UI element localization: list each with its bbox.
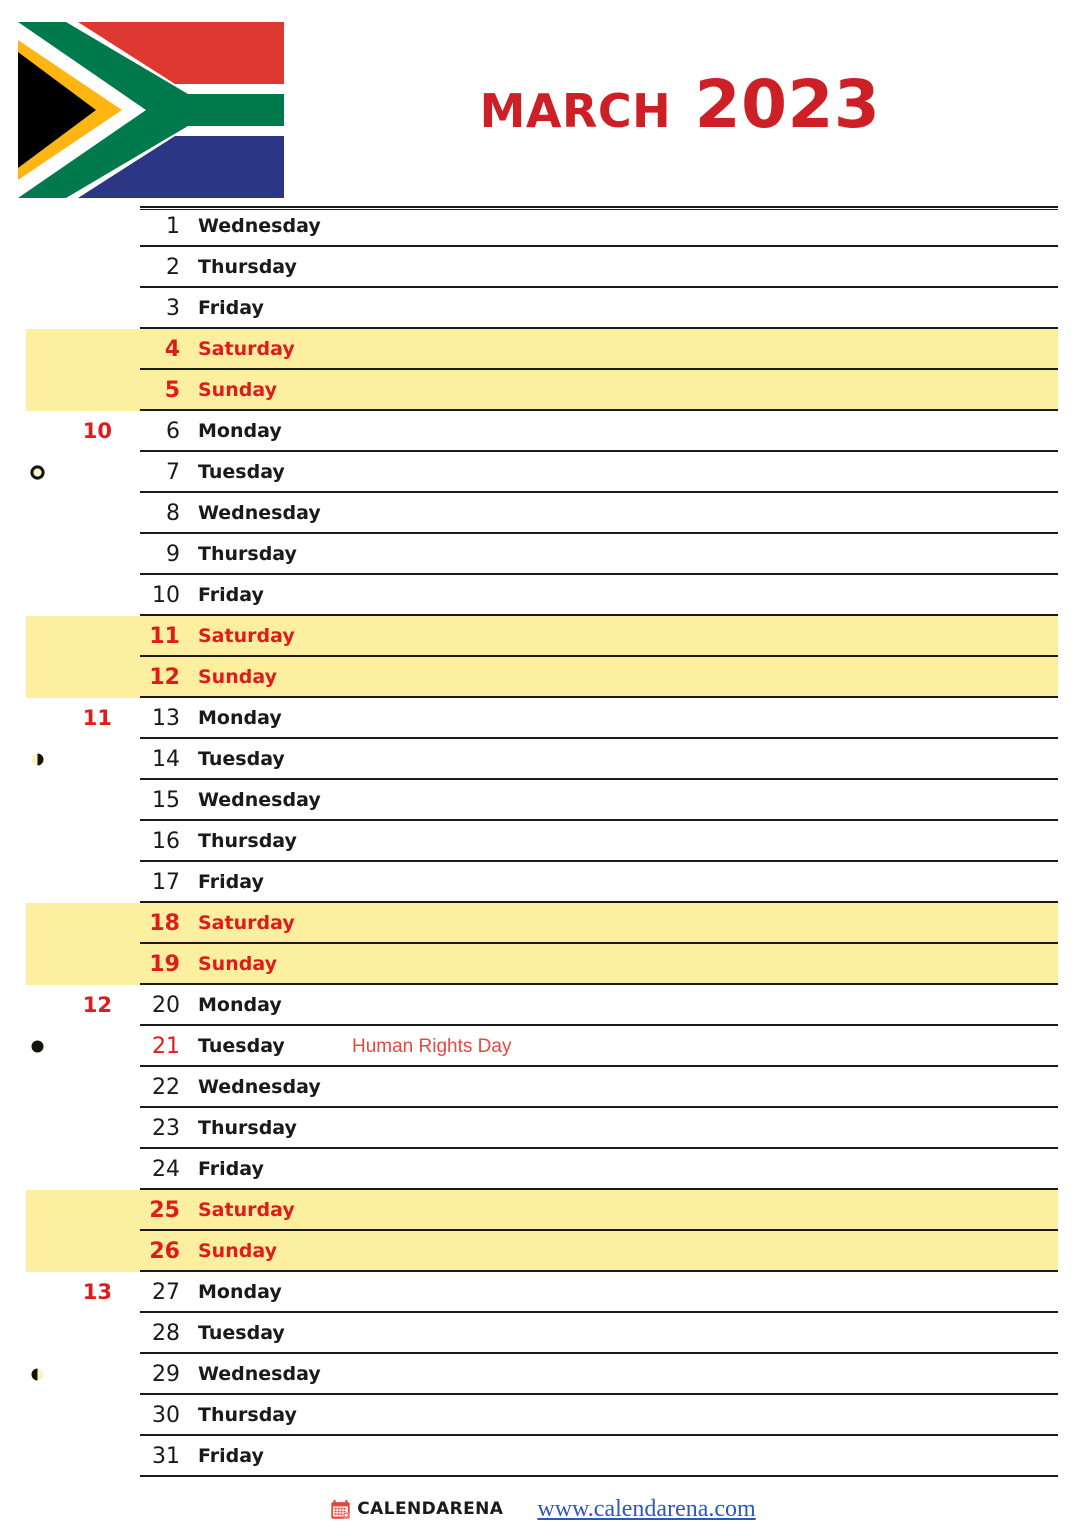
week-number	[40, 288, 112, 329]
row-rule	[140, 696, 1058, 698]
row-rule	[140, 655, 1058, 657]
day-number: 23	[152, 1116, 180, 1141]
day-name: Sunday	[198, 1240, 277, 1262]
calendar-row[interactable]	[0, 1395, 1086, 1436]
row-rule	[140, 286, 1058, 288]
day-name: Monday	[198, 994, 282, 1016]
week-number	[40, 575, 112, 616]
day-number: 10	[152, 583, 180, 608]
week-number	[40, 247, 112, 288]
day-name: Tuesday	[198, 1322, 285, 1344]
day-number: 14	[152, 747, 180, 772]
day-number: 5	[164, 378, 180, 403]
row-rule	[140, 737, 1058, 739]
day-number: 7	[166, 460, 180, 485]
calendar-row[interactable]	[0, 1436, 1086, 1477]
calendar-row[interactable]	[0, 1108, 1086, 1149]
row-rule	[140, 491, 1058, 493]
week-number	[40, 1067, 112, 1108]
week-number	[40, 821, 112, 862]
day-name: Monday	[198, 707, 282, 729]
calendar-row[interactable]	[0, 1067, 1086, 1108]
page-footer	[0, 1489, 1086, 1529]
day-number: 31	[152, 1444, 180, 1469]
day-number: 20	[152, 993, 180, 1018]
weekend-highlight	[26, 616, 1058, 657]
day-number: 16	[152, 829, 180, 854]
day-number: 6	[166, 419, 180, 444]
row-rule	[140, 819, 1058, 821]
row-rule	[140, 573, 1058, 575]
day-number: 25	[149, 1198, 180, 1223]
row-rule	[140, 901, 1058, 903]
week-number	[40, 657, 112, 698]
calendar-body	[0, 206, 1086, 1477]
row-rule	[140, 409, 1058, 411]
weekend-highlight	[26, 370, 1058, 411]
calendar-row[interactable]	[0, 575, 1086, 616]
day-name: Friday	[198, 871, 264, 893]
calendar-row[interactable]	[0, 534, 1086, 575]
calendar-row[interactable]	[0, 1149, 1086, 1190]
day-name: Wednesday	[198, 1076, 321, 1098]
row-rule	[140, 1352, 1058, 1354]
row-rule	[140, 1311, 1058, 1313]
day-number: 29	[152, 1362, 180, 1387]
calendar-row[interactable]	[0, 206, 1086, 247]
day-number: 27	[152, 1280, 180, 1305]
day-name: Tuesday	[198, 748, 285, 770]
row-rule	[140, 450, 1058, 452]
week-number	[40, 493, 112, 534]
week-number	[40, 1313, 112, 1354]
day-number: 30	[152, 1403, 180, 1428]
row-rule	[140, 368, 1058, 370]
calendar-row[interactable]	[0, 1272, 1086, 1313]
calendar-icon	[330, 1499, 351, 1520]
weekend-highlight	[26, 1190, 1058, 1231]
row-rule	[140, 532, 1058, 534]
day-name: Sunday	[198, 666, 277, 688]
calendar-row[interactable]	[0, 821, 1086, 862]
day-number: 3	[166, 296, 180, 321]
week-number	[40, 1108, 112, 1149]
day-number: 28	[152, 1321, 180, 1346]
website-link[interactable]: www.calendarena.com	[537, 1495, 756, 1522]
day-number: 17	[152, 870, 180, 895]
week-number	[40, 1149, 112, 1190]
row-rule	[140, 942, 1058, 944]
day-name: Monday	[198, 1281, 282, 1303]
day-number: 13	[152, 706, 180, 731]
calendar-row[interactable]	[0, 370, 1086, 411]
day-name: Saturday	[198, 338, 295, 360]
calendar-row[interactable]	[0, 903, 1086, 944]
calendar-row[interactable]	[0, 657, 1086, 698]
row-rule	[140, 1147, 1058, 1149]
calendar-row[interactable]	[0, 698, 1086, 739]
weekend-highlight	[26, 1231, 1058, 1272]
row-rule	[140, 1270, 1058, 1272]
row-rule	[140, 1024, 1058, 1026]
week-number	[40, 739, 112, 780]
day-name: Friday	[198, 1158, 264, 1180]
row-rule	[140, 614, 1058, 616]
page-title: march 2023	[479, 66, 881, 143]
day-number: 15	[152, 788, 180, 813]
holiday-label: Human Rights Day	[352, 1036, 512, 1057]
week-number	[40, 452, 112, 493]
day-name: Thursday	[198, 1404, 297, 1426]
calendar-top-rule	[140, 206, 1058, 210]
row-rule	[140, 1393, 1058, 1395]
south-africa-flag	[18, 22, 284, 198]
page-header	[0, 0, 1086, 200]
day-name: Sunday	[198, 953, 277, 975]
calendar-row[interactable]	[0, 1354, 1086, 1395]
week-number	[40, 1026, 112, 1067]
day-number: 19	[149, 952, 180, 977]
day-number: 18	[149, 911, 180, 936]
calendar-row[interactable]	[0, 493, 1086, 534]
day-number: 8	[166, 501, 180, 526]
week-number	[40, 1354, 112, 1395]
day-name: Tuesday	[198, 461, 285, 483]
day-number: 11	[149, 624, 180, 649]
day-number: 26	[149, 1239, 180, 1264]
calendar-row[interactable]	[0, 985, 1086, 1026]
day-name: Friday	[198, 297, 264, 319]
weekend-highlight	[26, 944, 1058, 985]
row-rule	[140, 1434, 1058, 1436]
day-name: Thursday	[198, 256, 297, 278]
calendar-row[interactable]	[0, 452, 1086, 493]
week-number: 11	[82, 706, 112, 730]
calendar-row[interactable]	[0, 288, 1086, 329]
day-number: 24	[152, 1157, 180, 1182]
day-name: Wednesday	[198, 502, 321, 524]
calendar-row[interactable]	[0, 1026, 1086, 1067]
row-rule	[140, 1188, 1058, 1190]
day-name: Thursday	[198, 1117, 297, 1139]
week-number: 13	[82, 1280, 112, 1304]
calendar-row[interactable]	[0, 411, 1086, 452]
day-name: Wednesday	[198, 215, 321, 237]
day-name: Wednesday	[198, 789, 321, 811]
week-number: 10	[82, 419, 112, 443]
row-rule	[140, 327, 1058, 329]
calendar-row[interactable]	[0, 862, 1086, 903]
calendar-row[interactable]	[0, 616, 1086, 657]
weekend-highlight	[26, 903, 1058, 944]
day-name: Sunday	[198, 379, 277, 401]
day-name: Friday	[198, 584, 264, 606]
day-name: Friday	[198, 1445, 264, 1467]
calendar-row[interactable]	[0, 1190, 1086, 1231]
row-rule	[140, 860, 1058, 862]
day-name: Tuesday	[198, 1035, 285, 1057]
day-name: Thursday	[198, 543, 297, 565]
calendar-row[interactable]	[0, 1313, 1086, 1354]
calendar-row[interactable]	[0, 944, 1086, 985]
day-name: Wednesday	[198, 1363, 321, 1385]
day-number: 21	[152, 1034, 180, 1059]
week-number	[40, 862, 112, 903]
week-number	[40, 903, 112, 944]
row-rule	[140, 1065, 1058, 1067]
day-number: 2	[166, 255, 180, 280]
day-number: 1	[166, 214, 180, 239]
calendar-row[interactable]	[0, 329, 1086, 370]
day-name: Saturday	[198, 912, 295, 934]
day-name: Monday	[198, 420, 282, 442]
day-number: 12	[149, 665, 180, 690]
row-rule	[140, 983, 1058, 985]
week-number	[40, 616, 112, 657]
week-number	[40, 780, 112, 821]
day-name: Thursday	[198, 830, 297, 852]
row-rule	[140, 1475, 1058, 1477]
day-name: Saturday	[198, 625, 295, 647]
weekend-highlight	[26, 329, 1058, 370]
day-number: 22	[152, 1075, 180, 1100]
week-number	[40, 1190, 112, 1231]
day-number: 9	[166, 542, 180, 567]
week-number	[40, 1395, 112, 1436]
weekend-highlight	[26, 657, 1058, 698]
brand	[330, 1499, 503, 1520]
row-rule	[140, 245, 1058, 247]
brand-name: CALENDARENA	[357, 1499, 504, 1519]
row-rule	[140, 1106, 1058, 1108]
week-number	[40, 206, 112, 247]
week-number	[40, 944, 112, 985]
week-number	[40, 534, 112, 575]
day-number: 4	[164, 337, 180, 362]
day-name: Saturday	[198, 1199, 295, 1221]
row-rule	[140, 778, 1058, 780]
row-rule	[140, 1229, 1058, 1231]
week-number: 12	[82, 993, 112, 1017]
week-number	[40, 1436, 112, 1477]
calendar-row[interactable]	[0, 1231, 1086, 1272]
calendar-row[interactable]	[0, 739, 1086, 780]
calendar-row[interactable]	[0, 780, 1086, 821]
week-number	[40, 329, 112, 370]
week-number	[40, 1231, 112, 1272]
week-number	[40, 370, 112, 411]
calendar-row[interactable]	[0, 247, 1086, 288]
